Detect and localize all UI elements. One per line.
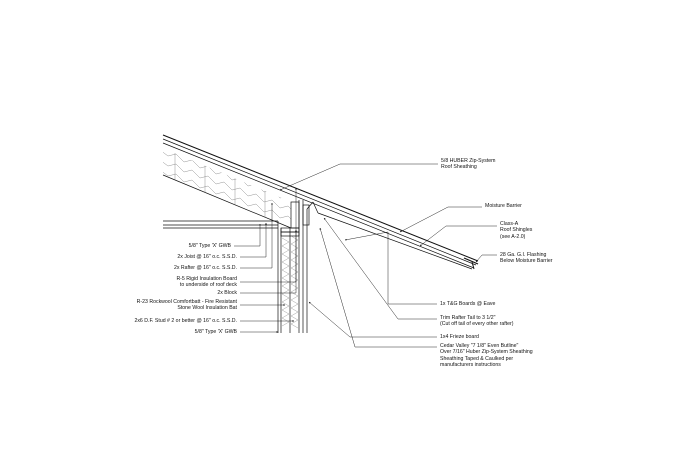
callout-rigid-insulation: R-5 Rigid Insulation Board to underside of roof deck bbox=[176, 276, 237, 289]
callout-rafter: 2x Rafter @ 16" o.c. S.S.D. bbox=[173, 265, 237, 271]
ceiling-assembly bbox=[163, 221, 278, 228]
callout-flashing: 28 Ga. G.I. Flashing Below Moisture Barrier bbox=[500, 252, 553, 265]
callout-block: 2x Block bbox=[217, 290, 237, 296]
callout-moisture-barrier: Moisture Barrier bbox=[485, 203, 522, 209]
callout-joist: 2x Joist @ 16" o.c. S.S.D. bbox=[177, 254, 237, 260]
callout-stud: 2x6 D.F. Stud # 2 or better @ 16" o.c. S.S.D. bbox=[134, 318, 237, 324]
callout-roof-shingles: Class-A Roof Shingles (see A-2.0) bbox=[500, 221, 533, 240]
block bbox=[291, 202, 299, 228]
rafter-cut bbox=[313, 202, 318, 213]
callout-roof-sheathing: 5/8 HUBER Zip-System Roof Sheathing bbox=[441, 158, 496, 171]
callout-siding: Cedar Valley "7 1/8" Even Butline" Over 7/16" Huber Zip-System Sheathing Sheathing Taped & Caulked per manufacturers instructions bbox=[440, 343, 533, 368]
callout-frieze-board: 1x4 Frieze board bbox=[440, 334, 479, 340]
callout-wall-gwb: 5/8" Type 'X' GWB bbox=[194, 329, 237, 335]
callout-ceiling-gwb: 5/8" Type 'X' GWB bbox=[188, 243, 231, 249]
callout-trim-rafter: Trim Rafter Tail to 3 1/2" (Cut off tail of every other rafter) bbox=[440, 315, 514, 328]
callout-rockwool: R-23 Rockwool Comfortbatt - Fire Resistant Stone Wool Insulation Bat bbox=[136, 299, 237, 312]
wall-assembly bbox=[278, 200, 318, 333]
callout-tg-boards: 1x T&G Boards @ Eave bbox=[440, 301, 496, 307]
